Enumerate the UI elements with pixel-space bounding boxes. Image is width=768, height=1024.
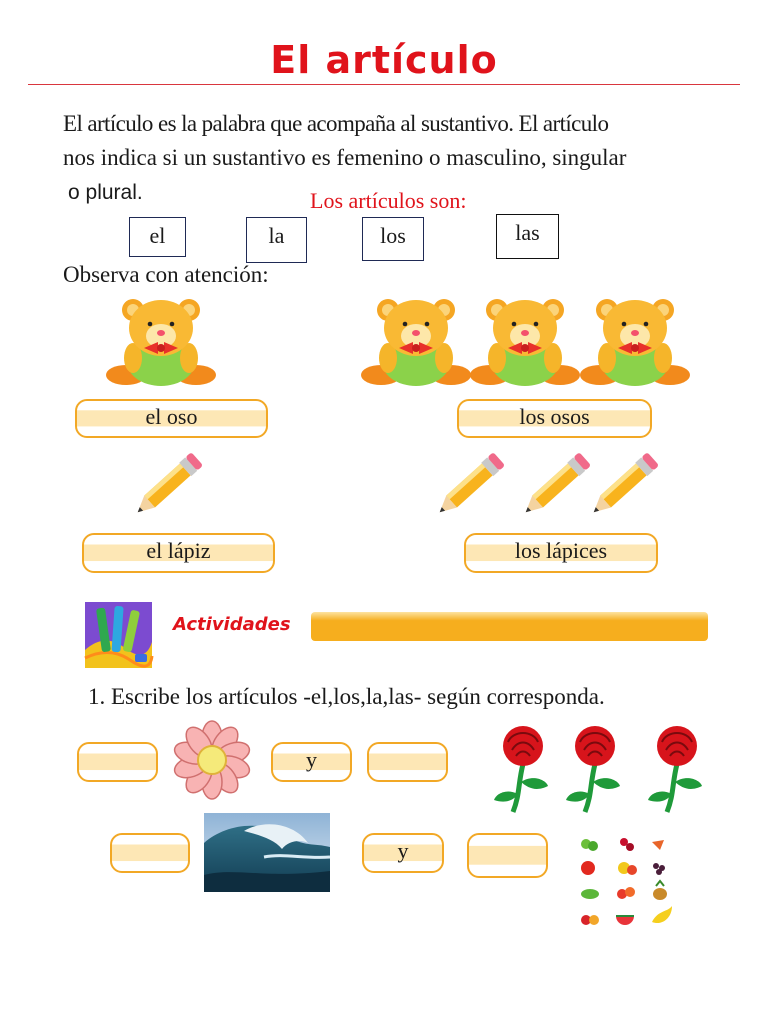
label-text: el oso (145, 404, 198, 429)
label-text: el lápiz (146, 538, 211, 563)
pencil-icon (592, 455, 662, 513)
observe-label: Observa con atención: (63, 262, 269, 287)
connector-text: y (397, 838, 409, 863)
label-text: los lápices (514, 538, 608, 563)
label-los-osos (457, 399, 652, 438)
wave-image (204, 813, 330, 892)
label-los-lapices (464, 533, 658, 573)
label-el-lapiz (82, 533, 275, 573)
bear-icon (582, 298, 688, 388)
flower-icon (160, 718, 264, 802)
activities-label: Actividades (173, 614, 291, 635)
title-divider (28, 84, 740, 85)
intro-line-3: o plural. (68, 181, 143, 204)
activities-bar (311, 612, 708, 641)
rose-icon (560, 724, 630, 814)
bear-icon (108, 298, 214, 388)
connector-y-2 (362, 833, 444, 873)
article-box-los: los (362, 217, 424, 261)
pencil-icon (524, 455, 594, 513)
label-text: los osos (519, 404, 590, 429)
label-el-oso (75, 399, 268, 438)
activity-instruction: 1. Escribe los artículos -el,los,la,las- según corresponda. (88, 684, 605, 709)
rose-icon (488, 724, 558, 814)
bear-icon (472, 298, 578, 388)
connector-y-1 (271, 742, 352, 782)
bear-icon (363, 298, 469, 388)
pencil-icon (438, 455, 508, 513)
answer-box-roses[interactable] (367, 742, 448, 782)
intro-line-1: El artículo es la palabra que acompaña al sustantivo. El artículo (63, 111, 609, 136)
articles-heading: Los artículos son: (310, 188, 467, 213)
answer-box-fruits[interactable] (467, 833, 548, 878)
intro-line-2: nos indica si un sustantivo es femenino o masculino, singular (63, 145, 627, 170)
connector-text: y (306, 747, 317, 772)
fruits-icon (578, 836, 678, 932)
pencil-icon (136, 455, 206, 513)
article-box-el: el (129, 217, 186, 257)
markers-icon (85, 602, 152, 668)
answer-box-wave[interactable] (110, 833, 190, 873)
article-box-la: la (246, 217, 307, 263)
rose-icon (642, 724, 712, 814)
page-title: El artículo (270, 38, 498, 82)
answer-box-flower[interactable] (77, 742, 158, 782)
article-box-las: las (496, 214, 559, 259)
